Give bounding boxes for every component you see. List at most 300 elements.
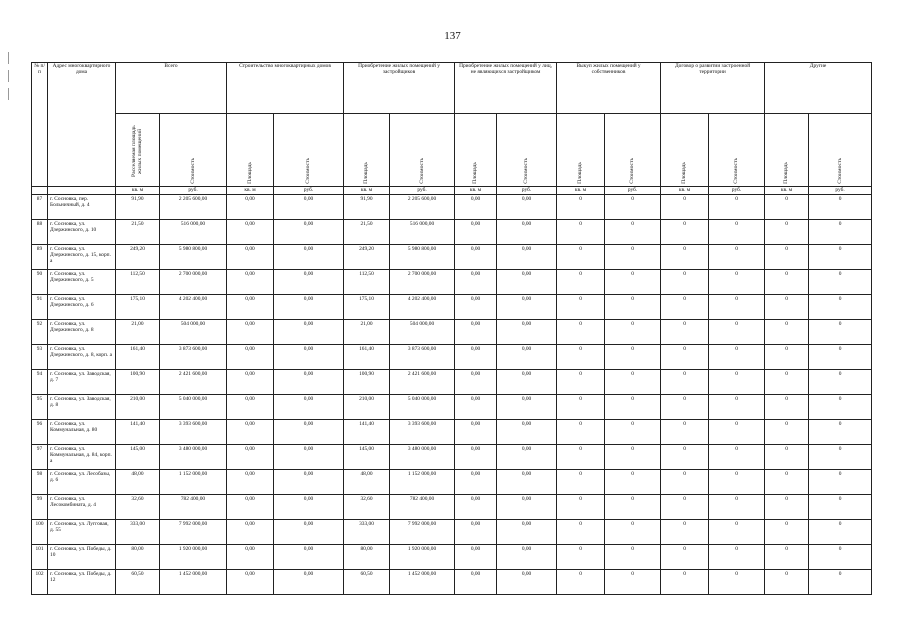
sub-header-cost: Стоимость — [605, 114, 661, 187]
cost-cell: 5 980 800,00 — [390, 245, 455, 270]
area-cell: 0,00 — [227, 270, 274, 295]
cost-cell: 4 202 400,00 — [390, 295, 455, 320]
area-cell: 0,00 — [227, 445, 274, 470]
unit-area: кв. м — [557, 187, 605, 195]
cost-cell: 1 452 000,00 — [160, 570, 227, 595]
address-cell: г. Сосновка, ул. Победы, д. 10 — [48, 545, 116, 570]
address-cell: г. Сосновка, ул. Дзержинского, д. 8, корп. а — [48, 345, 116, 370]
cost-cell: 0,00 — [497, 345, 557, 370]
area-cell: 0,00 — [227, 345, 274, 370]
cost-cell: 0,00 — [274, 220, 344, 245]
table-row — [32, 470, 872, 495]
area-cell: 0 — [661, 270, 709, 295]
area-cell: 0 — [661, 295, 709, 320]
cost-cell: 5 980 800,00 — [160, 245, 227, 270]
table-row — [32, 295, 872, 320]
area-cell: 0,00 — [455, 195, 497, 220]
sub-header-area: Площадь — [661, 114, 709, 187]
cost-cell: 0 — [605, 370, 661, 395]
cost-cell: 0 — [605, 395, 661, 420]
area-cell: 0 — [661, 545, 709, 570]
address-cell: г. Сосновка, ул. Лугговая, д. 55 — [48, 520, 116, 545]
cost-cell: 0 — [809, 345, 872, 370]
area-cell: 210,00 — [116, 395, 160, 420]
area-cell: 0 — [765, 420, 809, 445]
area-cell: 0,00 — [227, 370, 274, 395]
cost-cell: 0 — [709, 545, 765, 570]
sub-header-cost: Стоимость — [709, 114, 765, 187]
unit-area: кв. м — [116, 187, 160, 195]
area-cell: 0 — [765, 195, 809, 220]
area-cell: 21,00 — [344, 320, 390, 345]
cost-cell: 0,00 — [497, 270, 557, 295]
area-cell: 0,00 — [455, 370, 497, 395]
area-cell: 0,00 — [227, 320, 274, 345]
cost-cell: 0 — [709, 395, 765, 420]
sub-header-cost: Стоимость — [809, 114, 872, 187]
sub-header-area: Площадь — [765, 114, 809, 187]
group-development-header: Договор о развитии застроенной территории — [661, 63, 765, 114]
cost-cell: 0,00 — [274, 570, 344, 595]
area-cell: 0 — [765, 495, 809, 520]
cost-cell: 0,00 — [274, 270, 344, 295]
cost-cell: 0 — [605, 570, 661, 595]
area-cell: 0,00 — [455, 520, 497, 545]
area-cell: 100,90 — [116, 370, 160, 395]
area-cell: 0,00 — [455, 420, 497, 445]
unit-area: кв. м — [227, 187, 274, 195]
table-row — [32, 370, 872, 395]
cost-cell: 3 393 600,00 — [160, 420, 227, 445]
cost-cell: 5 040 000,00 — [160, 395, 227, 420]
cost-cell: 0 — [809, 220, 872, 245]
cost-cell: 0,00 — [274, 345, 344, 370]
area-cell: 210,00 — [344, 395, 390, 420]
cost-cell: 782 400,00 — [390, 495, 455, 520]
cost-cell: 0 — [809, 320, 872, 345]
area-cell: 0 — [557, 570, 605, 595]
area-cell: 91,90 — [344, 195, 390, 220]
sub-header-area: Площадь — [227, 114, 274, 187]
cost-cell: 1 152 000,00 — [390, 470, 455, 495]
cost-cell: 0 — [709, 220, 765, 245]
cost-cell: 3 480 000,00 — [390, 445, 455, 470]
cost-cell: 0 — [709, 495, 765, 520]
group-non-developer-header: Приобретение жилых помещений у лиц, не являющихся застройщиком — [455, 63, 557, 114]
cost-cell: 0,00 — [497, 370, 557, 395]
cost-cell: 0 — [809, 495, 872, 520]
units-blank — [32, 187, 48, 195]
area-cell: 0 — [661, 245, 709, 270]
area-cell: 100,90 — [344, 370, 390, 395]
area-cell: 0 — [557, 495, 605, 520]
cost-cell: 2 700 000,00 — [390, 270, 455, 295]
cost-cell: 0 — [605, 345, 661, 370]
area-cell: 0 — [661, 320, 709, 345]
area-cell: 0,00 — [455, 320, 497, 345]
area-cell: 0 — [765, 295, 809, 320]
address-cell: г. Сосновка, ул. Победы, д. 12 — [48, 570, 116, 595]
cost-cell: 516 000,00 — [160, 220, 227, 245]
cost-cell: 0 — [605, 220, 661, 245]
cost-cell: 0,00 — [497, 395, 557, 420]
cost-cell: 0,00 — [497, 570, 557, 595]
area-cell: 0 — [661, 220, 709, 245]
row-number: 101 — [32, 545, 48, 570]
area-cell: 0 — [765, 520, 809, 545]
area-cell: 0 — [557, 220, 605, 245]
cost-cell: 0 — [709, 245, 765, 270]
area-cell: 0 — [661, 470, 709, 495]
area-cell: 0,00 — [455, 345, 497, 370]
cost-cell: 0 — [809, 520, 872, 545]
cost-cell: 0,00 — [274, 295, 344, 320]
unit-cost: руб. — [809, 187, 872, 195]
address-cell: г. Сосновка, ул. Заводская, д. 7 — [48, 370, 116, 395]
cost-cell: 0 — [605, 195, 661, 220]
area-cell: 0 — [557, 295, 605, 320]
cost-cell: 0 — [809, 545, 872, 570]
area-cell: 112,50 — [116, 270, 160, 295]
area-cell: 0 — [557, 320, 605, 345]
area-cell: 0 — [661, 570, 709, 595]
cost-cell: 0 — [709, 295, 765, 320]
sub-header-cost: Стоимость — [274, 114, 344, 187]
address-cell: г. Сосновка, ул. Дзержинского, д. 5 — [48, 270, 116, 295]
table-row — [32, 195, 872, 220]
cost-cell: 0 — [709, 445, 765, 470]
table-row — [32, 245, 872, 270]
table-row — [32, 495, 872, 520]
area-cell: 0,00 — [455, 570, 497, 595]
cost-cell: 0 — [809, 195, 872, 220]
cost-cell: 782 400,00 — [160, 495, 227, 520]
cost-cell: 0 — [605, 245, 661, 270]
table-row — [32, 545, 872, 570]
group-developer-header: Приобретение жилых помещений у застройщиков — [344, 63, 455, 114]
area-cell: 21,50 — [116, 220, 160, 245]
sub-header-area: Площадь — [557, 114, 605, 187]
area-cell: 145,00 — [116, 445, 160, 470]
area-cell: 0,00 — [227, 470, 274, 495]
area-cell: 333,00 — [116, 520, 160, 545]
cost-cell: 5 040 000,00 — [390, 395, 455, 420]
area-cell: 0,00 — [455, 270, 497, 295]
area-cell: 0 — [765, 445, 809, 470]
cost-cell: 2 421 600,00 — [390, 370, 455, 395]
cost-cell: 7 992 000,00 — [390, 520, 455, 545]
cost-cell: 1 152 000,00 — [160, 470, 227, 495]
cost-cell: 0 — [605, 445, 661, 470]
area-cell: 0,00 — [227, 570, 274, 595]
cost-cell: 0,00 — [497, 470, 557, 495]
cost-cell: 3 873 600,00 — [390, 345, 455, 370]
area-cell: 32,60 — [344, 495, 390, 520]
resettlement-table — [31, 62, 872, 595]
cost-cell: 2 205 600,00 — [390, 195, 455, 220]
unit-cost: руб. — [274, 187, 344, 195]
cost-cell: 0 — [809, 245, 872, 270]
cost-cell: 516 000,00 — [390, 220, 455, 245]
unit-cost: руб. — [497, 187, 557, 195]
area-cell: 175,10 — [116, 295, 160, 320]
row-number: 89 — [32, 245, 48, 270]
cost-cell: 0 — [605, 470, 661, 495]
cost-cell: 2 700 000,00 — [160, 270, 227, 295]
area-cell: 0,00 — [227, 545, 274, 570]
page-number: 137 — [444, 30, 461, 42]
area-cell: 0,00 — [227, 220, 274, 245]
cost-cell: 1 452 000,00 — [390, 570, 455, 595]
unit-cost: руб. — [160, 187, 227, 195]
table-row — [32, 320, 872, 345]
group-other-header: Другие — [765, 63, 872, 114]
area-cell: 0 — [765, 395, 809, 420]
area-cell: 333,00 — [344, 520, 390, 545]
area-cell: 48,00 — [116, 470, 160, 495]
cost-cell: 0,00 — [274, 245, 344, 270]
col-no-header: № п/п — [32, 63, 48, 187]
cost-cell: 0 — [809, 445, 872, 470]
unit-area: кв. м — [455, 187, 497, 195]
area-cell: 0,00 — [227, 395, 274, 420]
cost-cell: 0,00 — [497, 220, 557, 245]
table-row — [32, 520, 872, 545]
cost-cell: 0 — [809, 470, 872, 495]
cost-cell: 0 — [605, 420, 661, 445]
row-number: 93 — [32, 345, 48, 370]
address-cell: г. Сосновка, ул. Дзержинского, д. 15, корп. а — [48, 245, 116, 270]
sub-header-cost: Стоимость — [390, 114, 455, 187]
row-number: 96 — [32, 420, 48, 445]
table-row — [32, 570, 872, 595]
area-cell: 0,00 — [455, 495, 497, 520]
area-cell: 0 — [661, 345, 709, 370]
area-cell: 80,00 — [116, 545, 160, 570]
units-row — [32, 187, 872, 195]
area-cell: 0 — [765, 345, 809, 370]
address-cell: г. Сосновка, ул. Коммунальная, д. 80 — [48, 420, 116, 445]
row-number: 99 — [32, 495, 48, 520]
group-header-row — [32, 63, 872, 114]
cost-cell: 0 — [605, 495, 661, 520]
area-cell: 0 — [557, 270, 605, 295]
cost-cell: 0,00 — [274, 420, 344, 445]
sub-header-area: Площадь — [344, 114, 390, 187]
cost-cell: 3 873 600,00 — [160, 345, 227, 370]
row-number: 94 — [32, 370, 48, 395]
area-cell: 0,00 — [227, 195, 274, 220]
area-cell: 175,10 — [344, 295, 390, 320]
address-cell: г. Сосновка, ул. Дзержинского, д. 10 — [48, 220, 116, 245]
cost-cell: 0,00 — [274, 320, 344, 345]
cost-cell: 504 000,00 — [390, 320, 455, 345]
table-row — [32, 345, 872, 370]
area-cell: 0 — [661, 370, 709, 395]
cost-cell: 0 — [709, 270, 765, 295]
area-cell: 21,50 — [344, 220, 390, 245]
address-cell: г. Сосновка, ул. Лесобазы, д. 6 — [48, 470, 116, 495]
col-address-header: Адрес многоквартирного дома — [48, 63, 116, 187]
area-cell: 0 — [557, 470, 605, 495]
row-number: 90 — [32, 270, 48, 295]
area-cell: 249,20 — [116, 245, 160, 270]
area-cell: 0 — [765, 270, 809, 295]
group-buyout-header: Выкуп жилых помещений у собственников — [557, 63, 661, 114]
area-cell: 60,50 — [344, 570, 390, 595]
area-cell: 0 — [661, 420, 709, 445]
table-row — [32, 420, 872, 445]
area-cell: 0 — [557, 395, 605, 420]
cost-cell: 0,00 — [274, 520, 344, 545]
area-cell: 0 — [765, 320, 809, 345]
address-cell: г. Сосновка, ул. Коммунальная, д. 84, корп. а — [48, 445, 116, 470]
cost-cell: 0 — [605, 320, 661, 345]
cost-cell: 0,00 — [497, 195, 557, 220]
area-cell: 0 — [765, 470, 809, 495]
address-cell: г. Сосновка, пер. Больничный, д. 4 — [48, 195, 116, 220]
address-cell: г. Сосновка, ул. Лесокомбината, д. 4 — [48, 495, 116, 520]
cost-cell: 0 — [809, 395, 872, 420]
area-cell: 249,20 — [344, 245, 390, 270]
cost-cell: 0 — [709, 570, 765, 595]
unit-area: кв. м — [765, 187, 809, 195]
cost-cell: 0,00 — [497, 520, 557, 545]
address-cell: г. Сосновка, ул. Дзержинского, д. 6 — [48, 295, 116, 320]
area-cell: 80,00 — [344, 545, 390, 570]
cost-cell: 3 393 600,00 — [390, 420, 455, 445]
sub-header-area: Площадь — [455, 114, 497, 187]
row-number: 102 — [32, 570, 48, 595]
sub-header-cost: Стоимость — [160, 114, 227, 187]
area-cell: 0 — [557, 545, 605, 570]
sub-header-row — [32, 114, 872, 187]
units-blank — [48, 187, 116, 195]
area-cell: 0 — [557, 420, 605, 445]
area-cell: 0,00 — [227, 245, 274, 270]
area-cell: 0,00 — [455, 445, 497, 470]
cost-cell: 0 — [605, 520, 661, 545]
cost-cell: 0 — [809, 370, 872, 395]
cost-cell: 3 480 000,00 — [160, 445, 227, 470]
area-cell: 0 — [661, 520, 709, 545]
area-cell: 0,00 — [227, 295, 274, 320]
area-cell: 0 — [557, 345, 605, 370]
sub-header-cost: Стоимость — [497, 114, 557, 187]
area-cell: 0 — [661, 445, 709, 470]
cost-cell: 0,00 — [497, 445, 557, 470]
cost-cell: 0 — [605, 270, 661, 295]
area-cell: 0 — [765, 370, 809, 395]
cost-cell: 0 — [809, 570, 872, 595]
cost-cell: 0 — [709, 420, 765, 445]
cost-cell: 0,00 — [274, 470, 344, 495]
area-cell: 0,00 — [455, 395, 497, 420]
table-row — [32, 445, 872, 470]
row-number: 92 — [32, 320, 48, 345]
area-cell: 0,00 — [227, 495, 274, 520]
cost-cell: 0 — [709, 370, 765, 395]
area-cell: 112,50 — [344, 270, 390, 295]
area-cell: 32,60 — [116, 495, 160, 520]
cost-cell: 0,00 — [497, 320, 557, 345]
table-row — [32, 220, 872, 245]
area-cell: 0 — [661, 495, 709, 520]
area-cell: 0,00 — [455, 220, 497, 245]
unit-cost: руб. — [709, 187, 765, 195]
area-cell: 0 — [661, 195, 709, 220]
area-cell: 21,00 — [116, 320, 160, 345]
unit-cost: руб. — [605, 187, 661, 195]
row-number: 91 — [32, 295, 48, 320]
area-cell: 0 — [765, 220, 809, 245]
area-cell: 141,40 — [116, 420, 160, 445]
area-cell: 0,00 — [455, 545, 497, 570]
area-cell: 91,90 — [116, 195, 160, 220]
cost-cell: 0 — [709, 345, 765, 370]
cost-cell: 0,00 — [274, 545, 344, 570]
table-row — [32, 395, 872, 420]
area-cell: 0,00 — [455, 470, 497, 495]
cost-cell: 0 — [809, 270, 872, 295]
area-cell: 60,50 — [116, 570, 160, 595]
cost-cell: 0 — [709, 520, 765, 545]
area-cell: 0 — [765, 245, 809, 270]
cost-cell: 0 — [809, 420, 872, 445]
cost-cell: 0,00 — [274, 370, 344, 395]
area-cell: 0 — [557, 370, 605, 395]
cost-cell: 0,00 — [497, 420, 557, 445]
cost-cell: 0 — [709, 195, 765, 220]
area-cell: 0,00 — [227, 520, 274, 545]
margin-marks — [8, 52, 10, 102]
cost-cell: 0 — [605, 545, 661, 570]
cost-cell: 0 — [809, 295, 872, 320]
cost-cell: 0,00 — [497, 245, 557, 270]
area-cell: 0,00 — [455, 295, 497, 320]
area-cell: 48,00 — [344, 470, 390, 495]
cost-cell: 0,00 — [274, 445, 344, 470]
row-number: 95 — [32, 395, 48, 420]
cost-cell: 0,00 — [274, 195, 344, 220]
cost-cell: 2 421 600,00 — [160, 370, 227, 395]
cost-cell: 504 000,00 — [160, 320, 227, 345]
unit-area: кв. м — [661, 187, 709, 195]
cost-cell: 7 992 000,00 — [160, 520, 227, 545]
area-cell: 0,00 — [227, 420, 274, 445]
area-cell: 0 — [557, 195, 605, 220]
group-construction-header: Строительство многоквартирных домов — [227, 63, 344, 114]
cost-cell: 2 205 600,00 — [160, 195, 227, 220]
area-cell: 0,00 — [455, 245, 497, 270]
area-cell: 0 — [765, 545, 809, 570]
cost-cell: 0 — [709, 320, 765, 345]
cost-cell: 4 202 400,00 — [160, 295, 227, 320]
area-cell: 0 — [765, 570, 809, 595]
cost-cell: 0 — [605, 295, 661, 320]
row-number: 87 — [32, 195, 48, 220]
table-row — [32, 270, 872, 295]
area-cell: 0 — [661, 395, 709, 420]
area-cell: 0 — [557, 445, 605, 470]
cost-cell: 0,00 — [497, 495, 557, 520]
cost-cell: 1 920 000,00 — [390, 545, 455, 570]
area-cell: 161,40 — [344, 345, 390, 370]
cost-cell: 0,00 — [274, 495, 344, 520]
cost-cell: 0,00 — [274, 395, 344, 420]
group-total-header: Всего — [116, 63, 227, 114]
row-number: 88 — [32, 220, 48, 245]
